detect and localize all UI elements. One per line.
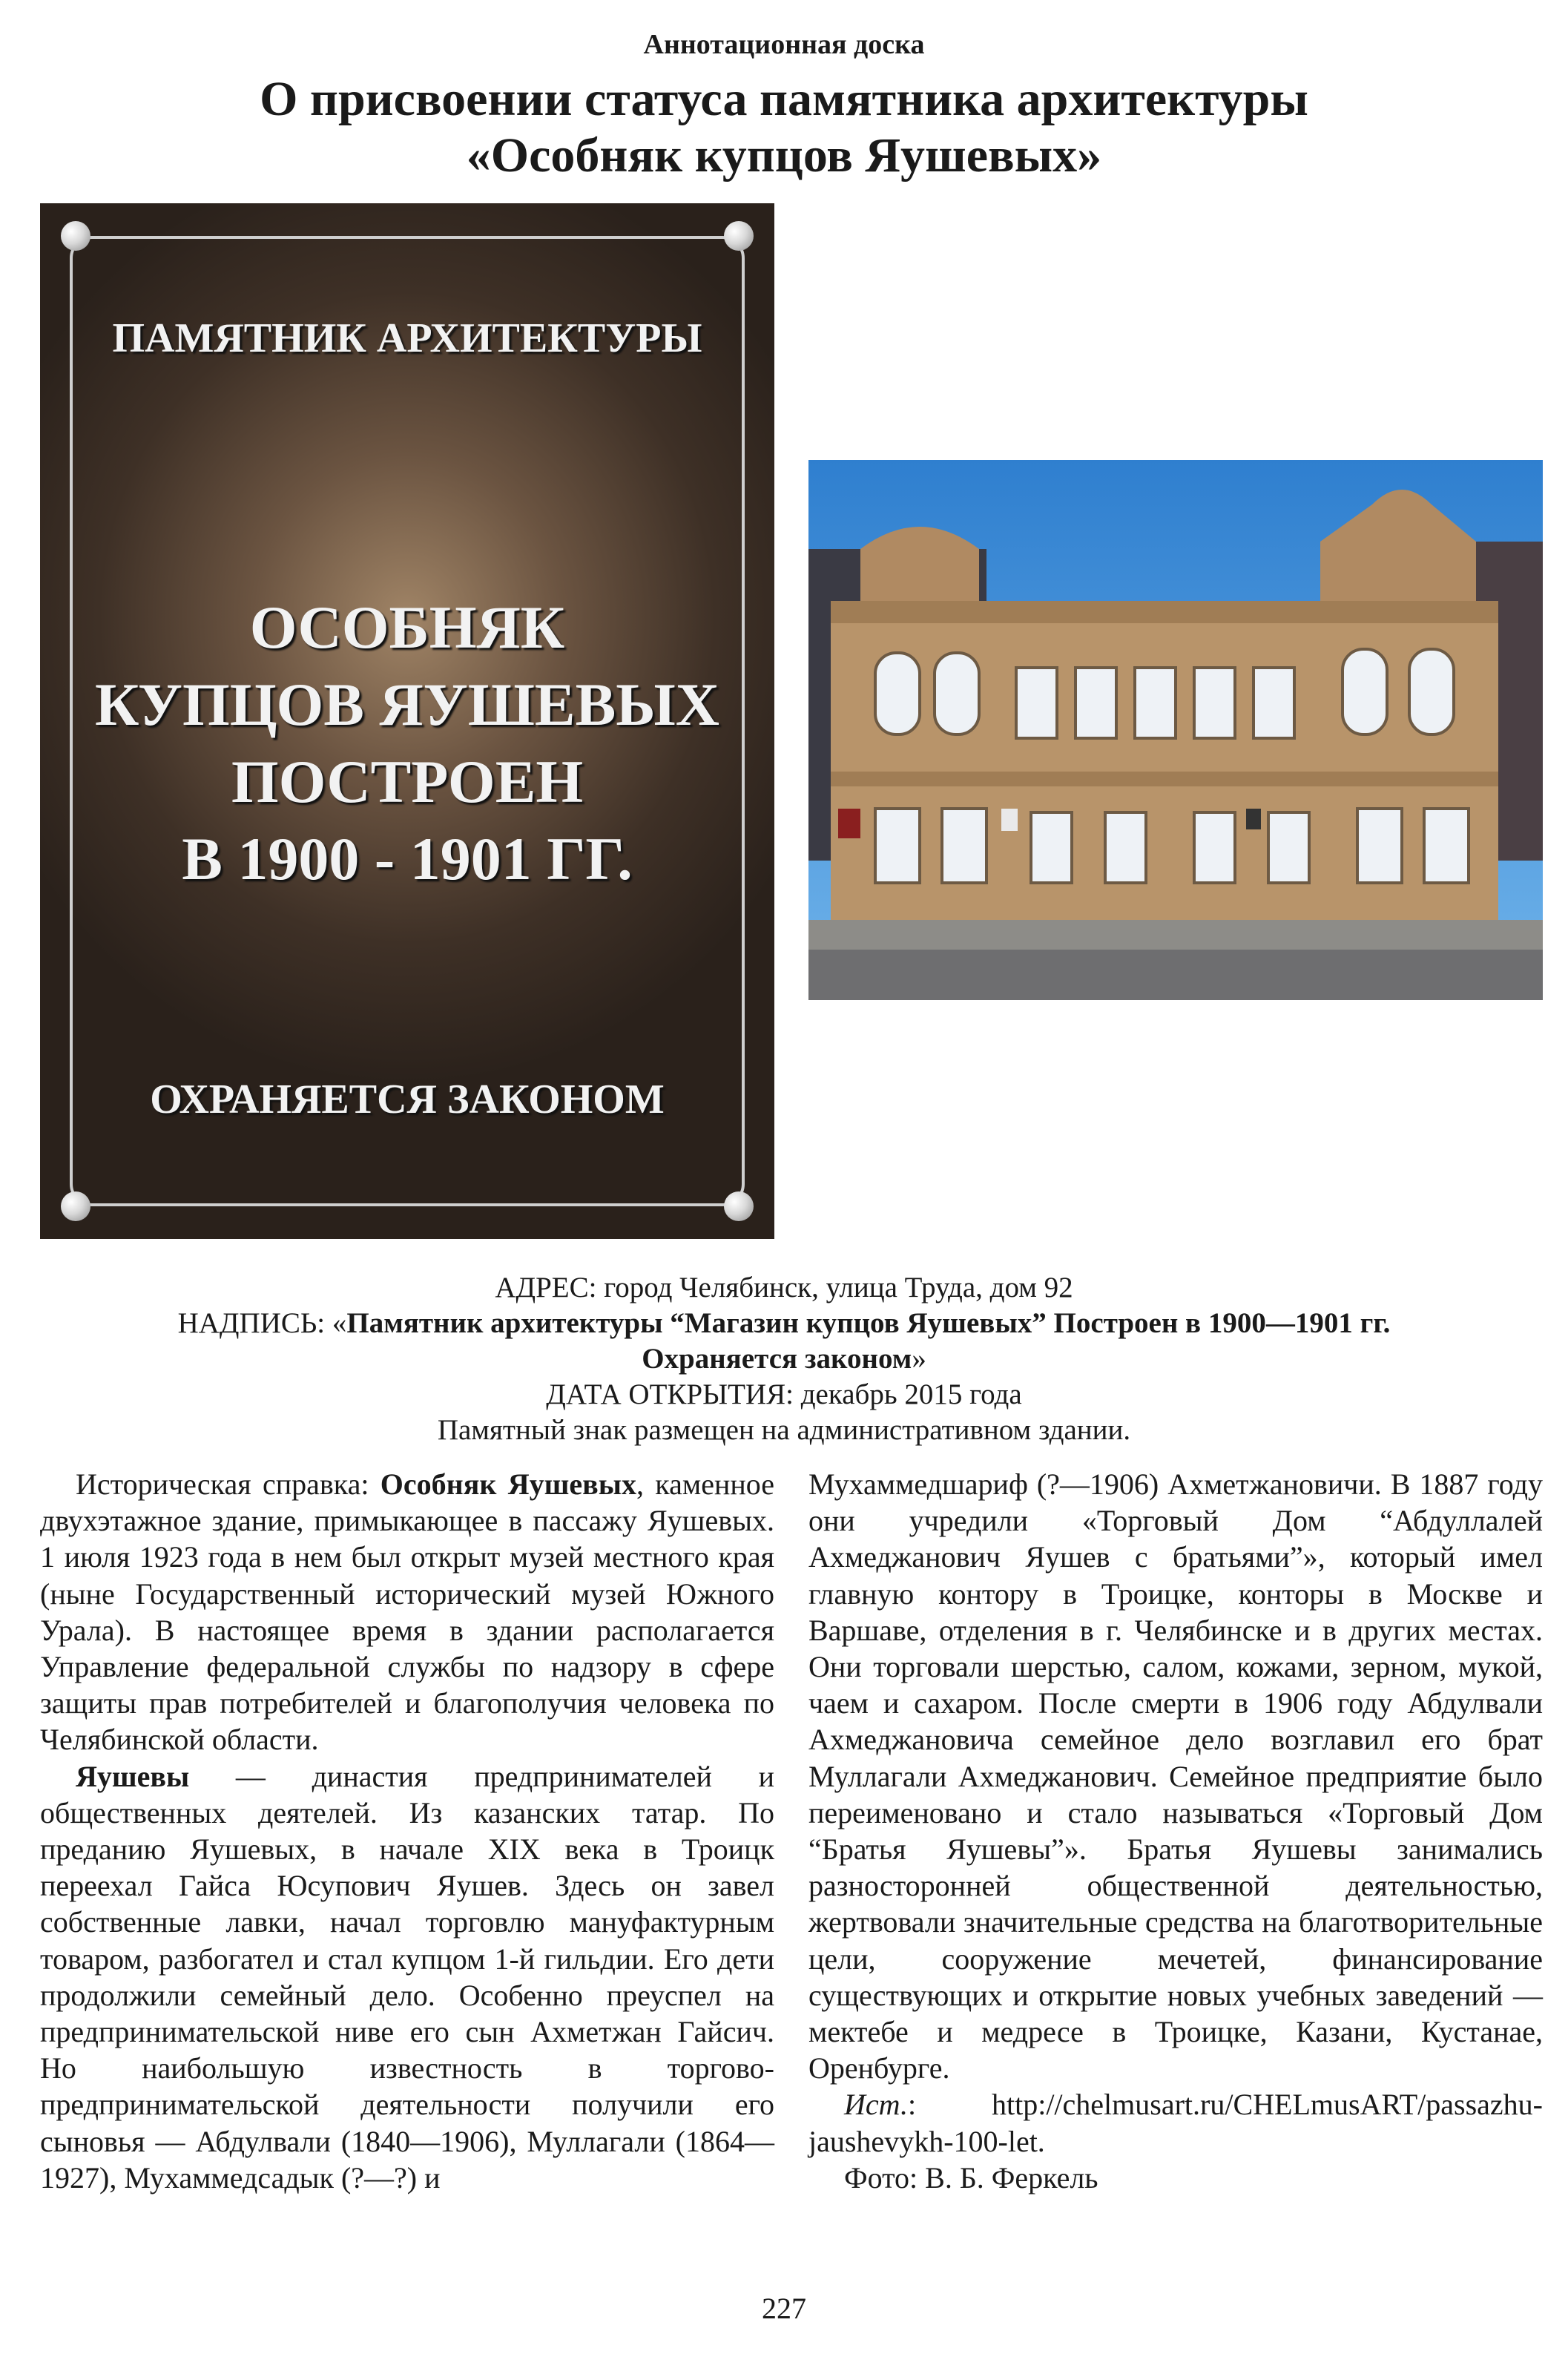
page-kicker: Аннотационная доска bbox=[643, 29, 925, 60]
inscription-text-line-2: Охраняется законом bbox=[642, 1343, 912, 1375]
page-title-line-2: «Особняк купцов Яушевых» bbox=[466, 128, 1102, 183]
dynasty-text: — династия предпринимателей и общественных деятелей. Из казанских татар. По преданию Яушевых, в начале XIX века в Троицк переехал Гайса Юсупович Яушев. Здесь он завел собственные лавки, начал торговлю мануфактурным товаром, разбогател и стал купцом 1-й гильдии. Его дети продолжили семейный дело. Особенно преуспел на предпринимательской ниве его сын Ахметжан Гайсич. Но наибольшую известность в торгово-предпринимательской деятельности получили его сыновья — Абдулвали (1840—1906), Муллагали (1864—1927), Мухаммедсадык (?—?) и bbox=[40, 1759, 774, 2194]
building-illustration bbox=[808, 460, 1543, 1000]
plaque-line: КУПЦОВ ЯУШЕВЫХ bbox=[94, 671, 720, 738]
paragraph-historical bbox=[40, 1466, 774, 1758]
photo-credit: Фото: В. Б. Феркель bbox=[844, 2160, 1098, 2194]
caption-opening-date: ДАТА ОТКРЫТИЯ: декабрь 2015 года bbox=[546, 1378, 1022, 1410]
plaque-line: ОСОБНЯК bbox=[249, 594, 565, 661]
body-column-left bbox=[40, 1466, 774, 2196]
caption-address: АДРЕС: город Челябинск, улица Труда, дом 92 bbox=[495, 1272, 1073, 1303]
caption-placement: Памятный знак размещен на административном здании. bbox=[437, 1414, 1131, 1446]
caption-inscription-line-2 bbox=[0, 1341, 1568, 1377]
plaque-photo bbox=[40, 203, 774, 1239]
screw-icon bbox=[61, 1191, 90, 1221]
source-label: Ист. bbox=[844, 2088, 909, 2122]
plaque-footer: ОХРАНЯЕТСЯ ЗАКОНОМ bbox=[150, 1076, 665, 1122]
source-line bbox=[808, 2086, 1543, 2159]
inscription-suffix: » bbox=[912, 1343, 926, 1375]
screw-icon bbox=[724, 1191, 754, 1221]
plaque-line: ПОСТРОЕН bbox=[231, 748, 584, 815]
page-number: 227 bbox=[762, 2292, 806, 2325]
building-photo bbox=[808, 460, 1543, 1000]
plaque-heading: ПАМЯТНИК АРХИТЕКТУРЫ bbox=[112, 315, 702, 361]
screw-icon bbox=[724, 221, 754, 251]
caption-inscription bbox=[0, 1306, 1568, 1341]
plaque-line: В 1900 - 1901 ГГ. bbox=[182, 825, 633, 892]
paragraph-dynasty bbox=[40, 1758, 774, 2196]
plaque-main-text bbox=[40, 589, 774, 898]
paragraph-continuation: Мухаммедшариф (?—1906) Ахметжановичи. В 1887 году они учредили «Торговый Дом “Абдуллалей Ахмеджанович Яушев с братьями”», который имел главную контору в Троицке, конторы в Москве и Варшаве, отделения в г. Челябинске и в других местах. Они торговали шерстью, салом, кожами, зерном, мукой, чаем и сахаром. После смерти в 1906 году Абдулвали Ахмеджановича семейное дело возглавил его брат Муллагали Ахмеджанович. Семейное предприятие было переименовано и стало называться «Торговый Дом “Братья Яушевы”». Братья Яушевы занимались разносторонней общественной деятельностью, жертвовали значительные средства на благотворительные цели, сооружение мечетей, финансирование существующих и открытие новых учебных заведений — мектебе и медресе в Троицке, Казани, Кустанае, Оренбурге. bbox=[808, 1467, 1543, 2085]
historical-subject: Особняк Яушевых bbox=[380, 1467, 636, 1501]
page-title-line-1: О присвоении статуса памятника архитектуры bbox=[260, 72, 1308, 126]
dynasty-subject: Яушевы bbox=[76, 1759, 190, 1793]
historical-lead: Историческая справка: bbox=[76, 1467, 381, 1501]
inscription-prefix: НАДПИСЬ: « bbox=[177, 1307, 347, 1339]
historical-text: , каменное двухэтажное здание, примыкающее в пассажу Яушевых. 1 июля 1923 года в нем был открыт музей местного края (ныне Государственный исторический музей Южного Урала). В настоящее время в здании располагается Управление федеральной службы по надзору в сфере защиты прав потребителей и благополучия человека по Челябинской области. bbox=[40, 1467, 775, 1757]
screw-icon bbox=[61, 221, 90, 251]
inscription-text: Памятник архитектуры “Магазин купцов Яушевых” Построен в 1900—1901 гг. bbox=[346, 1307, 1391, 1339]
body-column-right bbox=[808, 1466, 1543, 2196]
source-link: : http://chelmusart.ru/CHELmusART/passazhu-jaushevykh-100-let. bbox=[808, 2088, 1543, 2158]
